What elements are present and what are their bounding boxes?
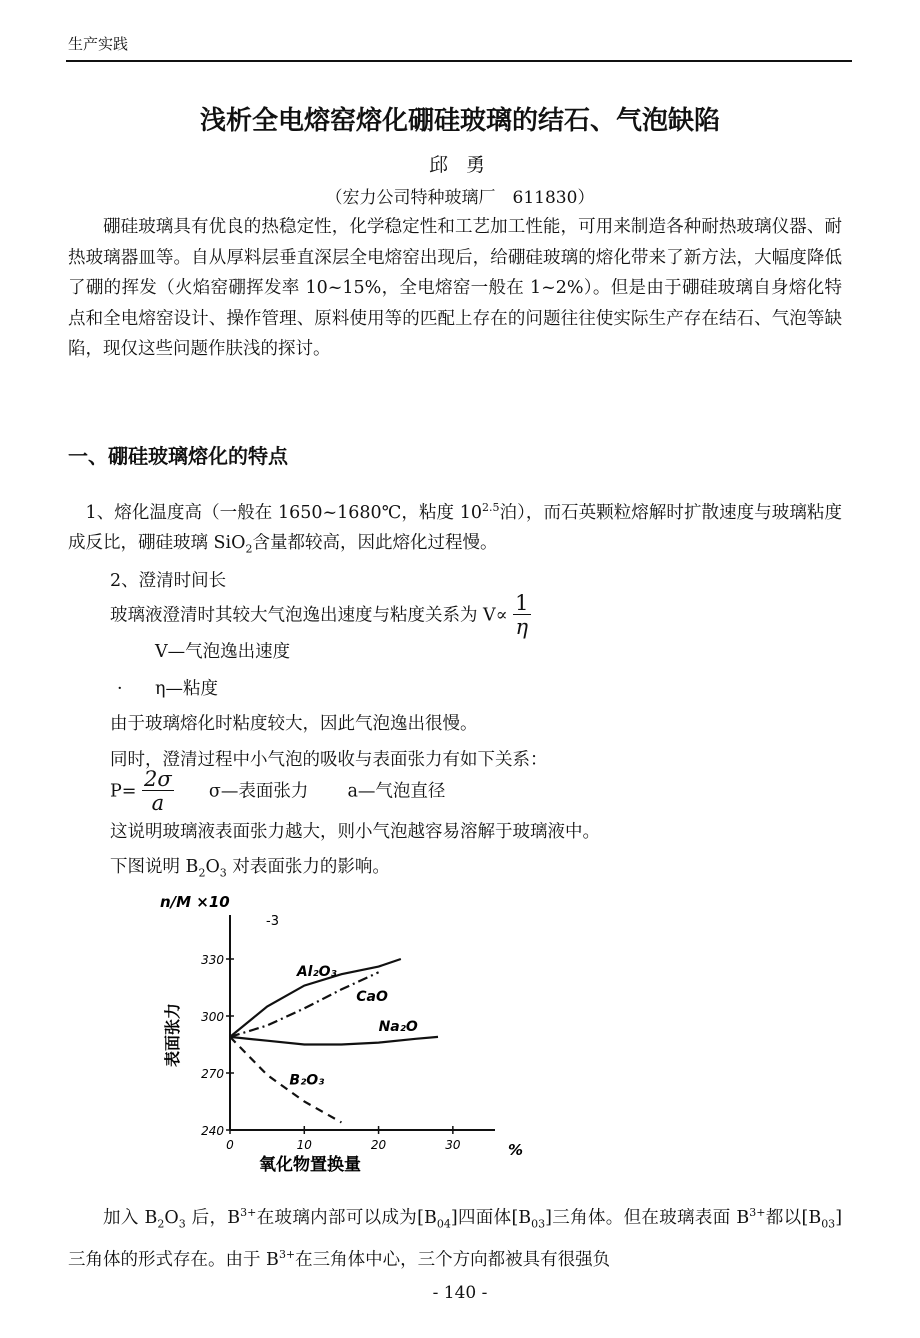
section-heading: 一、硼硅玻璃熔化的特点 <box>68 444 288 468</box>
chart-axes <box>226 915 495 1134</box>
x-tick-label: 0 <box>226 1138 234 1152</box>
definition-v: V—气泡逸出速度 <box>155 642 291 662</box>
y-tick-label: 330 <box>201 953 224 967</box>
affiliation: （宏力公司特种玻璃厂 611830） <box>325 188 595 208</box>
y-unit-label: n/M ×10 <box>160 893 230 911</box>
series-label-cao: CaO <box>356 988 388 1005</box>
series-label-al2o3: Al₂O₃ <box>296 964 337 981</box>
b2o3-paragraph: 加入 $B_2O_3$ 后，$B^{3+}$在玻璃内部可以成为$[B_{04}]$四面体$[B_{03}]$三角体。但在玻璃表面 $B^{3+}$都以$[B_{03}]$三角体的形式存在。由于 $B^{3+}$在三角体中心，三个方向都被具有很强负 <box>68 1206 843 1270</box>
header-rule <box>66 60 852 62</box>
formula-fraction: $\frac{1}{\eta}$ <box>515 591 529 639</box>
x-axis-title: 氧化物置换量 <box>259 1155 361 1175</box>
y-exponent-label: -3 <box>266 914 279 929</box>
text-relation: 同时，澄清过程中小气泡的吸收与表面张力有如下关系： <box>110 750 548 770</box>
chart-labels <box>160 893 523 1175</box>
series-label-b2o3: B₂O₃ <box>289 1072 325 1089</box>
definition-eta: η—粘度 <box>155 679 218 699</box>
y-tick-label: 270 <box>201 1067 224 1081</box>
y-tick-label: 300 <box>201 1010 224 1024</box>
series-label-na2o: Na₂O <box>378 1019 418 1036</box>
intro-paragraph: 硼硅玻璃具有优良的热稳定性，化学稳定性和工艺加工性能，可用来制造各种耐热玻璃仪器、耐热玻璃器皿等。自从厚料层垂直深层全电熔窑出现后，给硼硅玻璃的熔化带来了新方法，大幅度降低了硼的挥发（火焰窑硼挥发率 10~15%，全电熔窑一般在 1~2%）。但是由于硼硅玻璃自身熔化特点和全电熔窑设计、操作管理、原料使用等的匹配上存在的问题往往使实际生产存在结石、气泡等缺陷，现仅这些问题作肤浅的探讨。 <box>68 217 842 359</box>
x-tick-label: 20 <box>370 1138 387 1152</box>
x-tick-label: 10 <box>296 1138 312 1152</box>
text-explain: 这说明玻璃液表面张力越大，则小气泡越容易溶解于玻璃液中。 <box>110 822 600 842</box>
author: 邱 勇 <box>428 154 492 176</box>
text-slow-escape: 由于玻璃熔化时粘度较大，因此气泡逸出很慢。 <box>110 714 478 734</box>
item-2-heading: 2、澄清时间长 <box>110 571 227 591</box>
x-unit-label: % <box>508 1141 524 1159</box>
formula-pressure-fraction: $\frac{2\sigma}{a}$ <box>144 767 172 815</box>
formula-viscosity: 玻璃液澄清时其较大气泡逸出速度与粘度关系为 V∝ $\frac{1}{\eta}$ <box>110 591 529 639</box>
figure-intro: 下图说明 $B_2O_3$ 对表面张力的影响。 <box>110 857 390 880</box>
series-line-na2o <box>230 1037 438 1045</box>
page-number: - 140 - <box>432 1283 488 1303</box>
formula-pressure: P= $\frac{2\sigma}{a}$ σ—表面张力 a—气泡直径 <box>110 767 446 815</box>
article-title: 浅析全电熔窑熔化硼硅玻璃的结石、气泡缺陷 <box>199 106 720 136</box>
series-line-b2o3 <box>230 1037 341 1123</box>
running-header: 生产实践 <box>68 35 129 53</box>
surface-tension-chart <box>150 885 540 1185</box>
item-1-paragraph: 1、熔化温度高（一般在 1650~1680℃，粘度 $10^{2.5}$泊），而石英颗粒熔解时扩散速度与玻璃粘度成反比，硼硅玻璃 SiO$_2$含量都较高，因此熔化过程慢。 <box>68 501 842 556</box>
y-axis-title: 表面张力 <box>163 1002 182 1068</box>
y-tick-label: 240 <box>201 1124 224 1138</box>
bullet-dot: · <box>117 679 123 699</box>
chart-series <box>230 959 438 1122</box>
x-tick-label: 30 <box>445 1138 461 1152</box>
